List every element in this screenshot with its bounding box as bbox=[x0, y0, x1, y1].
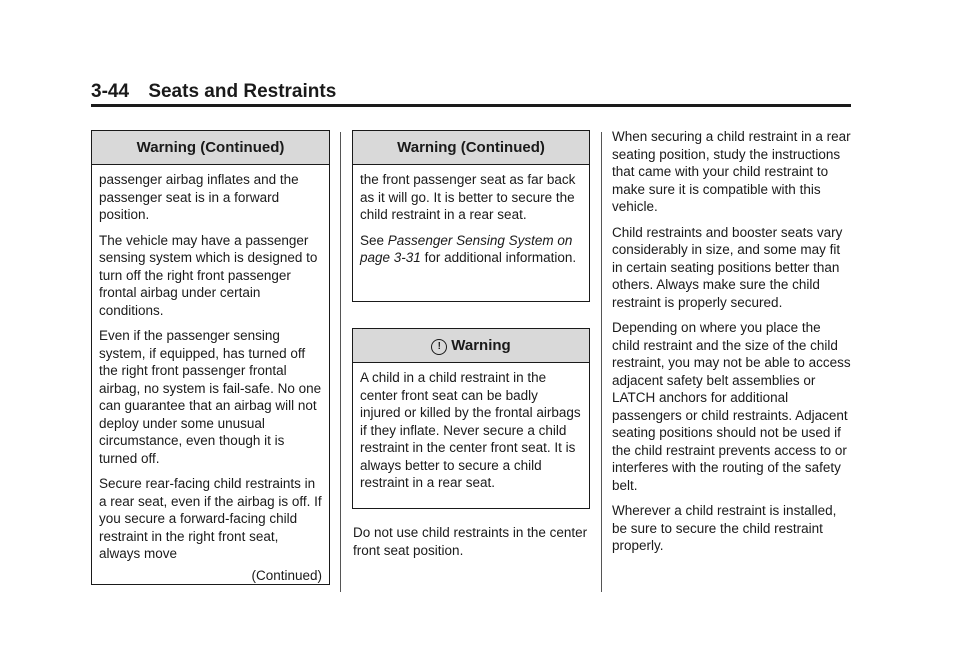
paragraph: passenger airbag inflates and the passenger seat is in a forward position. bbox=[99, 172, 299, 222]
reference-tail: for additional information. bbox=[424, 250, 577, 265]
section-title: Seats and Restraints bbox=[148, 81, 337, 102]
warning-circle-icon: ! bbox=[431, 339, 447, 355]
warning-box bbox=[352, 328, 590, 509]
warning-continued-box-1 bbox=[91, 130, 330, 585]
paragraph: Depending on where you place the child restraint and the size of the child restraint, you may not be able to access adjacent safety belt assemblies or LATCH anchors for additional passengers or child restraints. Adjacent seating positions should not be used if the child restraint prevents access to or interferes with the routing of the safety belt. bbox=[612, 320, 851, 493]
paragraph: A child in a child restraint in the center front seat can be badly injured or killed by the frontal airbags if they inflate. Never secure a child restraint in the center front seat. It is always better to secure a child restraint in a rear seat. bbox=[360, 370, 581, 490]
cross-reference-paragraph bbox=[360, 232, 582, 267]
page-header bbox=[91, 80, 851, 104]
paragraph: the front passenger seat as far back as it will go. It is better to secure the child restraint in a rear seat. bbox=[360, 172, 576, 222]
continued-label: (Continued) bbox=[251, 567, 322, 583]
paragraph: The vehicle may have a passenger sensing system which is designed to turn off the right front passenger frontal airbag under certain conditions. bbox=[99, 232, 318, 318]
paragraph: Secure rear-facing child restraints in a rear seat, even if the airbag is off. If you secure a forward-facing child restraint in the right front seat, always move bbox=[99, 476, 322, 561]
column-3 bbox=[612, 128, 852, 563]
paragraph: When securing a child restraint in a rear seating position, study the instructions that came with your child restraint to make sure it is compatible with this vehicle. bbox=[612, 129, 851, 214]
header-rule bbox=[91, 104, 851, 107]
warning-continued-box-2 bbox=[352, 130, 590, 302]
paragraph: Wherever a child restraint is installed, be sure to secure the child restraint properly. bbox=[612, 503, 837, 553]
page-number: 3-44 bbox=[91, 81, 130, 102]
box-title: Warning (Continued) bbox=[353, 131, 589, 165]
box-title-text: Warning bbox=[451, 337, 511, 354]
column-divider-1 bbox=[340, 132, 341, 592]
cross-reference-link[interactable]: Passenger Sensing System on page 3-31 bbox=[360, 232, 573, 265]
column-divider-2 bbox=[601, 132, 602, 592]
paragraph: Even if the passenger sensing system, if equipped, has turned off the right front passenger frontal airbag, no system is fail-safe. No one can guarantee that an airbag will not deploy under some unusual circumstance, even though it is turned off. bbox=[99, 328, 322, 466]
see-label: See bbox=[360, 232, 385, 248]
box-title bbox=[353, 329, 589, 363]
paragraph: Do not use child restraints in the center front seat position. bbox=[353, 525, 588, 558]
paragraph: Child restraints and booster seats vary considerably in size, and some may fit in certain seating positions better than others. Always make sure the child restraint is properly secured. bbox=[612, 224, 843, 310]
box-title: Warning (Continued) bbox=[92, 131, 329, 165]
